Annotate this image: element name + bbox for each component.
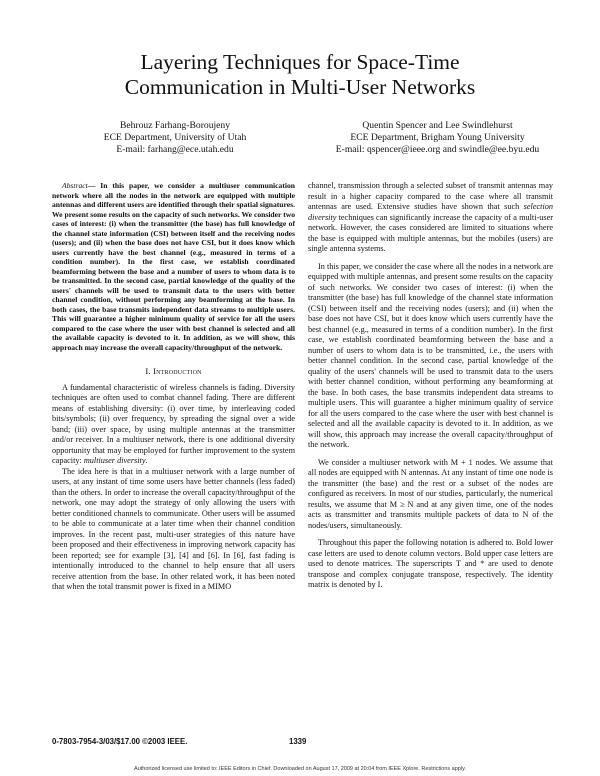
paragraph-gap [308,255,553,262]
right-paragraph-1-end: techniques can significantly increase the capacity of a multi-user network. However, the cases considered are limited to situations where the base is equipped with multiple antennas, but the mobiles (users) are single antenna systems. [308,212,553,253]
intro-paragraph-2: The idea here is that in a multiuser network with a large number of users, at any instant of time some users have better channels (less faded) than the others. In order to increase the overall capacity/throughput of the network, one may adopt the strategy of only allowing the users with better conditioned channels to communicate. Other users will be assumed to be able to communicate at a later time when their channel condition improves. In the recent past, multi-user strategies of this nature have been proposed and their effectiveness in improving network capacity has been reported; see for example [3], [4] and [6]. In [6], fast fading is intentionally introduced to the channel to help ensure that all users receive attention from the base. In other related work, it has been noted that when the total transmit power is fixed in a MIMO [52,466,295,591]
right-paragraph-1-text: channel, transmission through a selected subset of transmit antennas may result in a higher capacity compared to the case where all transmit antennas are used. Extensive studies have shown that such [308,181,553,211]
paragraph-gap [308,451,553,458]
paper-title [0,50,600,100]
page-number: 1339 [289,737,307,746]
author-email: E-mail: qspencer@ieee.org and swindle@ee.byu.edu [335,144,540,155]
intro-paragraph-1-text: A fundamental characteristic of wireless channels is fading. Diversity techniques are often used to combat channel fading. There are different means of establishing diversity: (i) over time, by interleaving coded bits/symbols; (ii) over frequency, by spreading the signal over a wide band; (iii) over space, by using multiple antennas at the transmitter and/or receiver. In a multiuser network, there is one additional diversity opportunity that may be employed for further improvement to the system capacity: [52,382,295,465]
title-line-2: Communication in Multi-User Networks [124,75,476,99]
right-paragraph-4: Throughout this paper the following notation is adhered to. Bold lower case letters are used to denote column vectors. Bold upper case letters are used to denote matrices. The superscripts T and * are used to denote transpose and complex conjugate transpose, respectively. The identity matrix is denoted by I. [308,538,553,589]
license-notice: Authorized licensed use limited to: IEEE Editors in Chief. Downloaded on August 17, 2009 at 20:04 from IEEE Xplore. Restrictions apply. [134,766,466,772]
right-paragraph-2: In this paper, we consider the case where all the nodes in a network are equipped with multiple antennas, and present some results on the capacity of such networks. We consider two cases of interest: (i) when the transmitter (the base) has full knowledge of the channel state information (CSI) between itself and the receiving nodes (users); and (ii) when the base does not have CSI, but it does know which users currently have the best channel (e.g., measured in terms of a condition number). In the first case, we establish coordinated beamforming between the base and a number of users to whom data is to be transmitted, i.e., the users with better channel condition. In the second case, partial knowledge of the quality of the users' channels will be used to transmit data to the users with better channel condition, without performing any beamforming at the base. In both cases, the base transmits independent data streams to multiple users. This will guarantee a higher minimum quality of service for all the users compared to the case where the user with best channel is selected and all the available capacity is devoted to it. In addition, as we will show, this approach may increase the overall capacity/throughput of the network. [308,261,553,449]
paragraph-gap [308,531,553,538]
author-email: E-mail: farhang@ece.utah.edu [116,144,234,155]
author-block-right [295,120,580,156]
right-paragraph-1-emphasis: selection diversity [308,202,553,222]
author-name: Quentin Spencer and Lee Swindlehurst [362,120,513,131]
abstract [52,181,295,352]
intro-paragraph-1 [52,383,295,467]
author-block-left [40,120,310,156]
abstract-lead: Abstract [62,181,88,190]
right-paragraph-3: We consider a multiuser network with M + 1 nodes. We assume that all nodes are equipped with N antennas. At any instant of time one node is the transmitter (the base) and the rest or a subset of the nodes are configured as receivers. In most of our studies, particularly, the numerical results, we assume that M ≥ N and at any given time, one of the nodes acts as transmitter and transmits multiple packets of data to N of the nodes/users, simultaneously. [308,457,553,530]
title-line-1: Layering Techniques for Space-Time [140,50,460,74]
intro-paragraph-1-emphasis: multiuser diversity [83,456,146,465]
section-heading-introduction: I. Introduction [145,366,202,376]
copyright-footer: 0-7803-7954-3/03/$17.00 ©2003 IEEE. [52,737,188,746]
left-column [52,181,295,593]
abstract-text: — In this paper, we consider a multiuser communication network where all the nodes in the network are equipped with multiple antennas and different users are identified through their spatial signatures. We present some results on the capacity of such networks. We consider two cases of interest: (i) when the transmitter (the base) has full knowledge of the channel state information (CSI) between itself and the receiving nodes (users); and (ii) when the base does not have CSI, but it does know which users currently have the best channel (e.g., measured in terms of a condition number). In the first case, we establish coordinated beamforming between the base and a number of users to whom data is to be transmitted. In the second case, partial knowledge of the quality of the users' channels will be used to transmit data to the users with better channel condition, without performing any beamforming at the base. In both cases, the base transmits independent data streams to multiple users. This will guarantee a higher minimum quality of service for all the users compared to the case where the user with best channel is selected and all the available capacity is devoted to it. In addition, as we will show, this approach may increase the overall capacity/throughput of the network. [52,181,295,352]
author-affiliation: ECE Department, University of Utah [103,132,247,143]
author-name: Behrouz Farhang-Boroujeny [119,120,231,131]
author-affiliation: ECE Department, Brigham Young University [350,132,525,143]
right-column [308,181,553,591]
right-paragraph-1 [308,181,553,255]
intro-paragraph-1-end: . [145,456,148,465]
